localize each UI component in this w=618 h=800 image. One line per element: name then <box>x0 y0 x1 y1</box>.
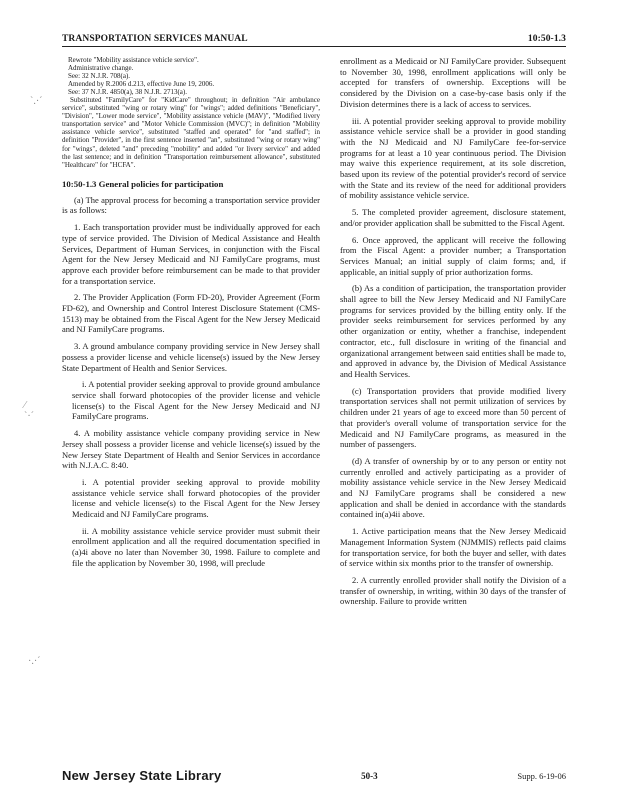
history-note: Substituted "FamilyCare" for "KidCare" throughout; in definition "Air ambulance service", substituted "wing or rotary wing" for "wings"; added definitions "Beneficiary", "Division", "Lower mode service", "Mobility assistance vehicle (MAV)", "Modified livery transportation service" and "Motor Vehicle Commission (MVC)"; in definition "Mobility assistance vehicle service", substituted "staffed and operated" for "and staffed"; in definition "Provider", in the first sentence inserted "an", substituted "wing or rotary wing" for "wings", deleted "and" preceding "mobility" and added "or livery service" and added the last sentence; and in definition "Transportation reimbursement allowance", substituted "Healthcare" for "HCFA". <box>62 96 320 169</box>
paragraph: 2. A currently enrolled provider shall notify the Division of a transfer of ownership, in writing, within 30 days of the transfer of ownership. Failure to provide written <box>340 574 566 607</box>
paragraph: (a) The approval process for becoming a transportation service provider is as follows: <box>62 194 320 216</box>
paragraph: (d) A transfer of ownership by or to any person or entity not currently enrolled and actively participating as a provider of mobility assistance vehicle service in the New Jersey Medicaid and NJ FamilyCare programs shall be considered a new application and shall be denied in accordance with the standards contained in(a)4ii above. <box>340 455 566 520</box>
paragraph: (b) As a condition of participation, the transportation provider shall agree to bill the New Jersey Medicaid and NJ FamilyCare programs for services provided by the billing entity only. If the provider seeks reimbursement for services performed by any other organization or entity, whether a franchise, independent contractor, etc., full disclosure in writing of the financial and organizational arrangement between said entities shall be made to, and approved in advance by, the Division of Medical Assistance and Health Services. <box>340 283 566 379</box>
left-column <box>62 56 320 575</box>
history-line: Rewrote "Mobility assistance vehicle service". <box>68 56 199 64</box>
page-footer <box>62 768 566 783</box>
history-line: See: 32 N.J.R. 708(a). <box>68 72 131 81</box>
history-notes <box>62 56 320 169</box>
page-number: 50-3 <box>361 770 378 781</box>
history-line: Amended by R.2006 d.213, effective June 19, 2006. <box>68 80 215 89</box>
section-heading: 10:50-1.3 General policies for participation <box>62 178 224 189</box>
paragraph: i. A potential provider seeking approval to provide mobility assistance vehicle service shall forward photocopies of the provider license and vehicle license(s) to the Fiscal Agent for the New Jersey Medicaid and NJ FamilyCare programs. <box>72 476 320 520</box>
library-stamp: New Jersey State Library <box>62 768 222 783</box>
paragraph: 3. A ground ambulance company providing service in New Jersey shall possess a provider license and vehicle license(s) issued by the New Jersey State Department of Health and Senior Services. <box>62 341 320 373</box>
paragraph: enrollment as a Medicaid or NJ FamilyCare provider. Subsequent to November 30, 1998, enrollment applications will only be accepted for transfers of ownership. Exceptions will be considered by the Division on a case-by-case basis only if the Division determines there is a lack of access to services. <box>340 56 566 109</box>
supplement-date: Supp. 6-19-06 <box>517 770 566 781</box>
paragraph: 4. A mobility assistance vehicle company providing service in New Jersey shall possess a provider license and vehicle license(s) issued by the New Jersey State Department of Health and Senior Services in accordance with N.J.A.C. 8:40. <box>62 428 320 471</box>
section-number: 10:50-1.3 <box>527 34 566 44</box>
paragraph: 6. Once approved, the applicant will receive the following from the Fiscal Agent: a provider number; a Transportation Services Manual; an initial supply of claim forms; and, if applicable, an initial supply of prior authorization forms. <box>340 234 566 277</box>
paragraph: 2. The Provider Application (Form FD-20), Provider Agreement (Form FD-62), and Ownership and Control Interest Disclosure Statement (CMS-1513) may be obtained from the Fiscal Agent for the New Jersey Medicaid and NJ FamilyCare programs. <box>62 292 320 335</box>
right-column <box>340 56 566 613</box>
paragraph: ii. A mobility assistance vehicle service provider must submit their enrollment application and all the required documentation specified in (a)4i above no later than November 30, 1998. Failure to complete and file the application by November 30, 1998, will preclude <box>72 525 320 568</box>
history-line: See: 37 N.J.R. 4850(a), 38 N.J.R. 2713(a). <box>68 88 187 97</box>
paragraph: 1. Each transportation provider must be individually approved for each type of service provided. The Division of Medical Assistance and Health Services, Department of Human Services, in conjunction with the Fiscal Agent for the New Jersey Medicaid and NJ FamilyCare programs, must approve each provider before reimbursement can be made to that provider for a transportation service. <box>62 222 320 286</box>
paragraph: iii. A potential provider seeking approval to provide mobility assistance vehicle service shall be a provider in good standing with the NJ Medicaid and NJ FamilyCare fee-for-service programs for at least a 10 year continuous period. The Division may waive this experience requirement, at its sole discretion, based upon its review of the potential provider's record of service with the State and its review of the need for additional providers of mobility assistance vehicle service. <box>340 115 566 201</box>
margin-mark: ⁄ `·´ <box>24 400 34 422</box>
history-line: Administrative change. <box>68 64 134 73</box>
margin-mark: `.·´ <box>30 96 43 107</box>
margin-mark: ·.·´ <box>28 656 41 667</box>
paragraph: (c) Transportation providers that provide modified livery transportation services shall not permit utilization of services by children under 21 years of age to exceed more than 50 percent of that provider's overall volume of transportation service for the Medicaid and NJ FamilyCare programs, as measured in the number of passengers. <box>340 385 566 450</box>
paragraph: 5. The completed provider agreement, disclosure statement, and/or provider application shall be submitted to the Fiscal Agent. <box>340 207 566 228</box>
paragraph: i. A potential provider seeking approval to provide ground ambulance service shall forward photocopies of the provider license and vehicle license(s) to the Fiscal Agent for the New Jersey Medicaid and NJ FamilyCare programs. <box>72 379 320 422</box>
paragraph: 1. Active participation means that the New Jersey Medicaid Management Information System (NJMMIS) reflects paid claims for transportation service, for both the buyer and seller, with dates of service within six months prior to the transfer of ownership. <box>340 526 566 569</box>
running-header <box>62 34 566 47</box>
manual-title: TRANSPORTATION SERVICES MANUAL <box>62 34 248 44</box>
